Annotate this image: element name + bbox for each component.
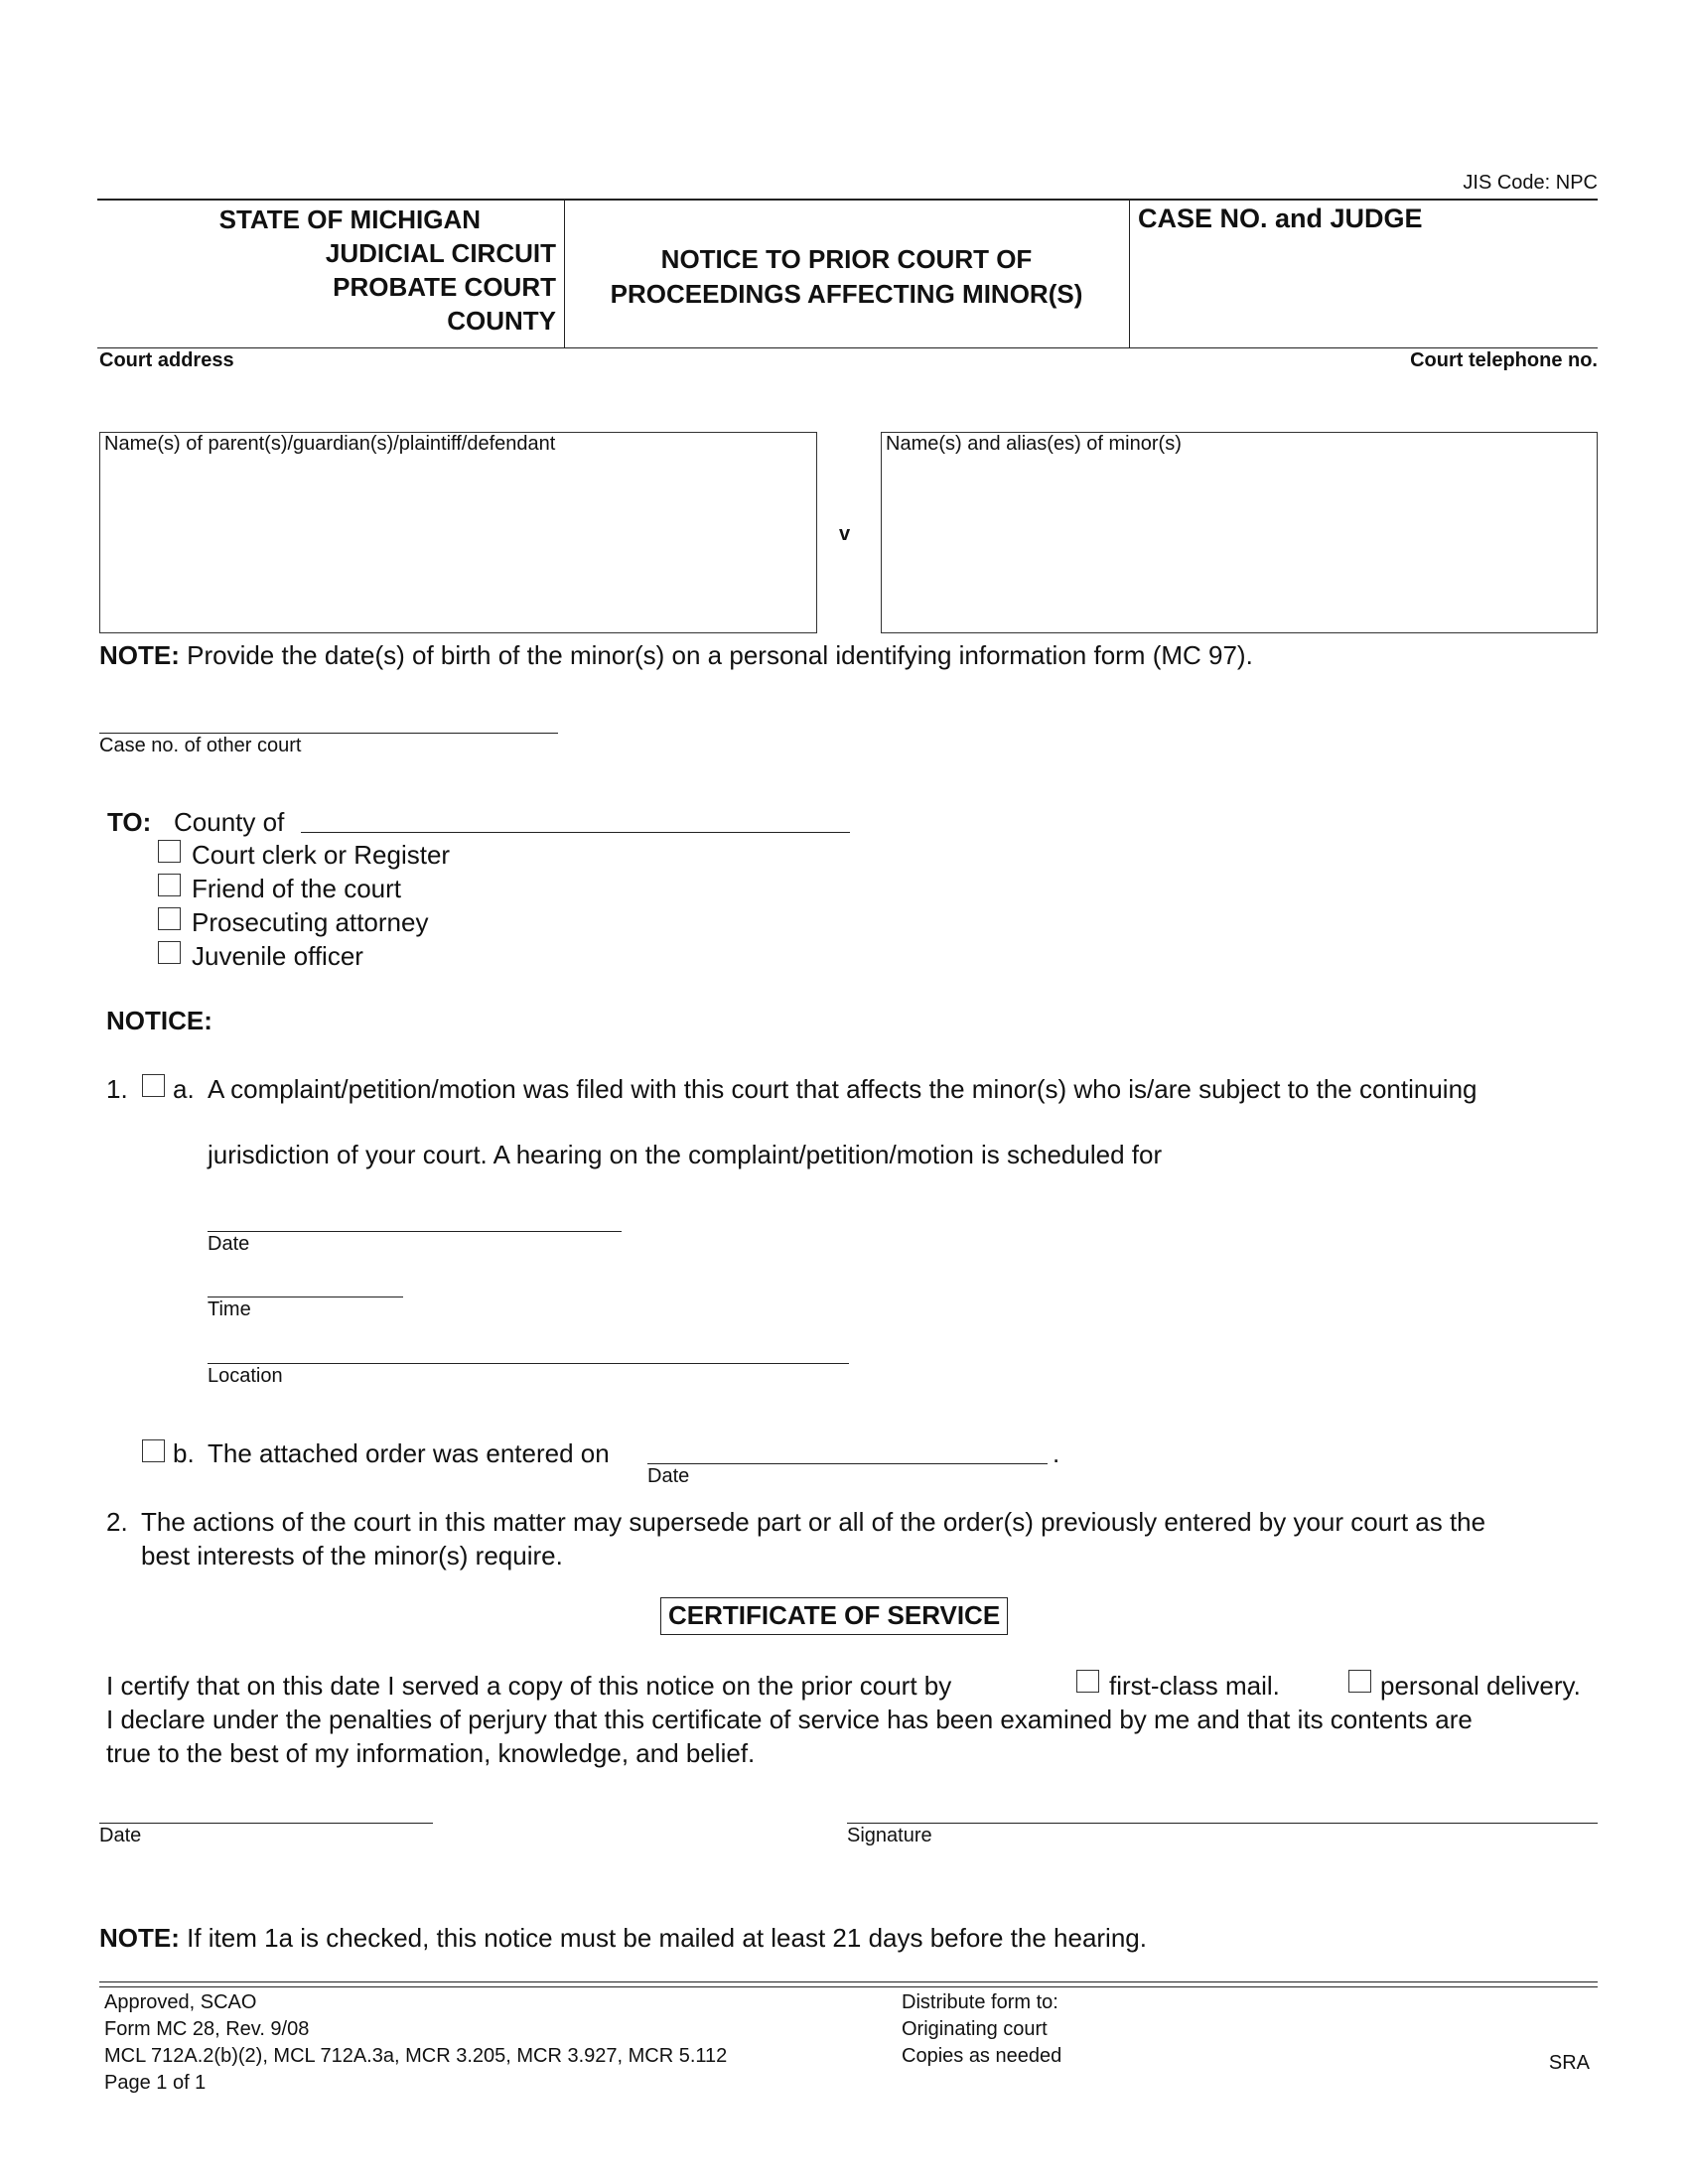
case-number-judge-label: CASE NO. and JUDGE (1138, 204, 1423, 233)
certificate-line-3: true to the best of my information, knowledge, and belief. (106, 1738, 756, 1768)
header-divider-left (564, 200, 565, 348)
jis-code: JIS Code: NPC (1463, 172, 1598, 194)
order-entered-date-label: Date (647, 1465, 690, 1487)
court-state: STATE OF MICHIGAN (218, 205, 481, 234)
hearing-location-line[interactable] (208, 1363, 849, 1364)
item-1b-text: The attached order was entered on (208, 1438, 610, 1468)
note-dob-text: Provide the date(s) of birth of the minor(s) on a personal identifying information form (MC 97). (179, 640, 1253, 670)
checkbox-item-1a[interactable] (142, 1074, 165, 1097)
item-1b-letter: b. (173, 1438, 195, 1468)
footer-copies: Copies as needed (902, 2045, 1062, 2067)
other-court-case-line[interactable] (99, 733, 558, 734)
note-mail-bold: NOTE: (99, 1923, 180, 1953)
parent-names-box[interactable] (99, 432, 817, 633)
county-of-label: County of (174, 807, 285, 837)
option-juvenile-officer: Juvenile officer (192, 941, 363, 971)
certificate-date-line[interactable] (99, 1823, 433, 1824)
footer-code: SRA (1548, 2052, 1590, 2074)
footer-page-number: Page 1 of 1 (104, 2072, 207, 2094)
item-1-number: 1. (106, 1074, 128, 1104)
note-mail (99, 1923, 1147, 1954)
item-1a-text-line-1: A complaint/petition/motion was filed with this court that affects the minor(s) who is/are subject to the continuing (208, 1074, 1477, 1104)
checkbox-personal-delivery[interactable] (1348, 1670, 1371, 1693)
certificate-line-2: I declare under the penalties of perjury that this certificate of service has been examined by me and that its contents are (106, 1705, 1473, 1734)
footer-form-info (104, 1989, 727, 2097)
note-dob-bold: NOTE: (99, 640, 180, 670)
footer-originating-court: Originating court (902, 2018, 1048, 2040)
footer-distribution (902, 1989, 1061, 2070)
header-divider-right (1129, 200, 1130, 348)
court-circuit: JUDICIAL CIRCUIT (325, 238, 556, 268)
item-2-text-line-2: best interests of the minor(s) require. (141, 1541, 563, 1570)
form-title-line-1: NOTICE TO PRIOR COURT OF (660, 244, 1033, 274)
court-identification (97, 203, 556, 338)
parent-names-label: Name(s) of parent(s)/guardian(s)/plaintiff/defendant (104, 433, 556, 455)
header-bottom-rule (97, 347, 1598, 348)
checkbox-item-1b[interactable] (142, 1439, 165, 1462)
footer-statutes: MCL 712A.2(b)(2), MCL 712A.3a, MCR 3.205, MCR 3.927, MCR 5.112 (104, 2045, 728, 2067)
checkbox-first-class-mail[interactable] (1076, 1670, 1099, 1693)
minor-names-box[interactable] (881, 432, 1598, 633)
item-1a-letter: a. (173, 1074, 195, 1104)
checkbox-juvenile-officer[interactable] (158, 941, 181, 964)
note-mail-text: If item 1a is checked, this notice must be mailed at least 21 days before the hearing. (179, 1923, 1147, 1953)
form-title (566, 242, 1127, 312)
footer-distribute-label: Distribute form to: (902, 1991, 1058, 2013)
hearing-location-label: Location (208, 1365, 283, 1387)
checkbox-prosecuting-attorney[interactable] (158, 907, 181, 930)
order-entered-date-line[interactable] (647, 1463, 1048, 1464)
option-personal-delivery: personal delivery. (1380, 1671, 1581, 1701)
footer-rule-bottom (99, 1986, 1598, 1987)
header-top-rule (97, 199, 1598, 201)
hearing-date-line[interactable] (208, 1231, 622, 1232)
footer-form-number: Form MC 28, Rev. 9/08 (104, 2018, 310, 2040)
checkbox-court-clerk[interactable] (158, 840, 181, 863)
option-friend-of-court: Friend of the court (192, 874, 401, 903)
item-1a-text-line-2: jurisdiction of your court. A hearing on the complaint/petition/motion is scheduled for (208, 1140, 1163, 1169)
certificate-title: CERTIFICATE OF SERVICE (660, 1597, 1008, 1635)
signature-label: Signature (847, 1825, 932, 1846)
checkbox-friend-of-court[interactable] (158, 874, 181, 896)
signature-line[interactable] (847, 1823, 1598, 1824)
minor-names-label: Name(s) and alias(es) of minor(s) (886, 433, 1182, 455)
certificate-line-1: I certify that on this date I served a copy of this notice on the prior court by (106, 1671, 952, 1701)
footer-approved: Approved, SCAO (104, 1991, 257, 2013)
hearing-time-label: Time (208, 1298, 251, 1320)
option-court-clerk: Court clerk or Register (192, 840, 451, 870)
court-telephone-label: Court telephone no. (1410, 349, 1598, 371)
to-label: TO: (107, 807, 152, 837)
other-court-case-label: Case no. of other court (99, 735, 302, 756)
versus-label: v (839, 523, 851, 545)
form-title-line-2: PROCEEDINGS AFFECTING MINOR(S) (610, 279, 1083, 309)
item-2-text-line-1: The actions of the court in this matter may supersede part or all of the order(s) previously entered by your court as the (141, 1507, 1486, 1537)
court-probate: PROBATE COURT (333, 272, 556, 302)
option-first-class-mail: first-class mail. (1109, 1671, 1280, 1701)
footer-rule-top (99, 1981, 1598, 1982)
item-1b-period: . (1053, 1438, 1060, 1468)
hearing-date-label: Date (208, 1233, 250, 1255)
notice-heading: NOTICE: (106, 1006, 212, 1035)
court-county: COUNTY (447, 306, 556, 336)
county-of-line[interactable] (301, 832, 850, 833)
item-2-number: 2. (106, 1507, 128, 1537)
court-address-label: Court address (99, 349, 234, 371)
note-dob (99, 640, 1253, 671)
option-prosecuting-attorney: Prosecuting attorney (192, 907, 429, 937)
certificate-date-label: Date (99, 1825, 142, 1846)
